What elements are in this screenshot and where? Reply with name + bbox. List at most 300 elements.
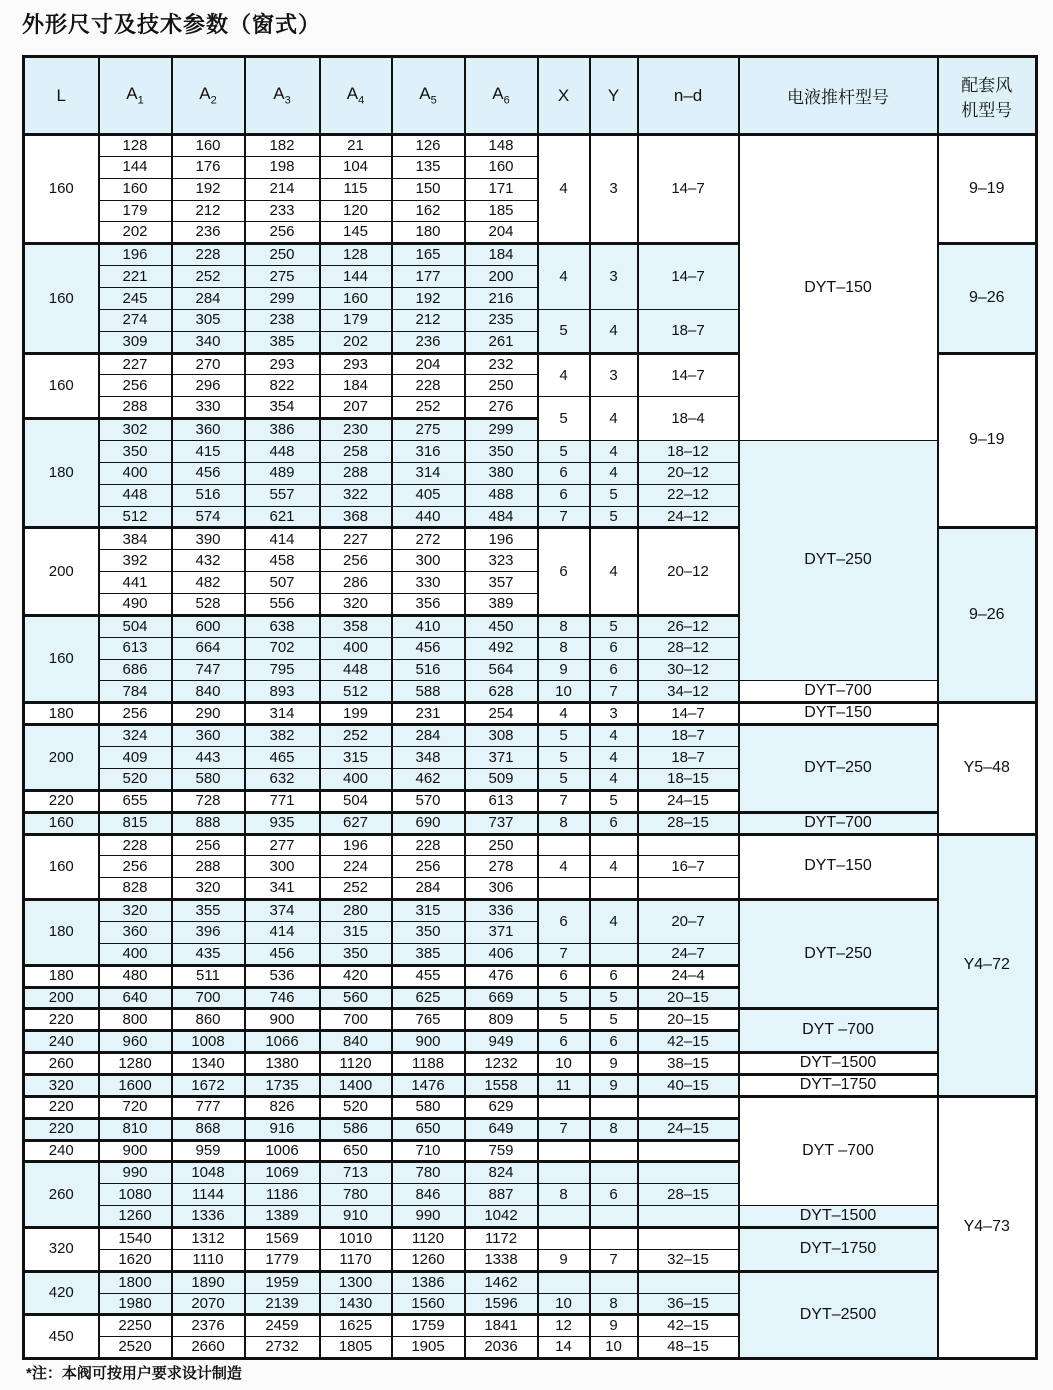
a5-cell: 780 xyxy=(392,1162,465,1184)
y-cell: 4 xyxy=(590,856,638,878)
a1-cell: 320 xyxy=(99,900,172,922)
l-cell: 160 xyxy=(24,244,99,353)
a4-cell: 196 xyxy=(320,834,392,856)
a5-cell: 650 xyxy=(392,1118,465,1140)
a4-cell: 1625 xyxy=(320,1315,392,1337)
table-body xyxy=(24,135,1037,1359)
y-cell xyxy=(590,1271,638,1293)
y-cell: 4 xyxy=(590,900,638,944)
a2-cell: 959 xyxy=(172,1140,245,1162)
a6-cell: 949 xyxy=(465,1031,538,1053)
a4-cell: 252 xyxy=(320,878,392,900)
a2-cell: 1340 xyxy=(172,1053,245,1075)
nd-cell: 18–12 xyxy=(638,441,739,463)
a6-cell: 357 xyxy=(465,572,538,594)
col-header-A1: $A_1$ xyxy=(99,57,172,135)
a3-cell: 1779 xyxy=(245,1249,320,1271)
nd-cell xyxy=(638,878,739,900)
a3-cell: 250 xyxy=(245,244,320,266)
x-cell: 6 xyxy=(538,1031,590,1053)
a4-cell: 780 xyxy=(320,1184,392,1206)
nd-cell xyxy=(638,1096,739,1118)
a3-cell: 1569 xyxy=(245,1227,320,1249)
y-cell: 5 xyxy=(590,790,638,812)
a5-cell: 455 xyxy=(392,965,465,987)
a4-cell: 322 xyxy=(320,484,392,506)
x-cell: 5 xyxy=(538,747,590,769)
nd-cell: 32–15 xyxy=(638,1249,739,1271)
a4-cell: 520 xyxy=(320,1096,392,1118)
x-cell: 14 xyxy=(538,1337,590,1359)
a6-cell: 160 xyxy=(465,156,538,178)
y-cell: 9 xyxy=(590,1315,638,1337)
a1-cell: 1540 xyxy=(99,1227,172,1249)
x-cell: 12 xyxy=(538,1315,590,1337)
a6-cell: 509 xyxy=(465,768,538,790)
a4-cell: 448 xyxy=(320,659,392,681)
a1-cell: 815 xyxy=(99,812,172,834)
a3-cell: 456 xyxy=(245,943,320,965)
a5-cell: 284 xyxy=(392,878,465,900)
a4-cell: 1300 xyxy=(320,1271,392,1293)
a6-cell: 200 xyxy=(465,266,538,288)
x-cell: 8 xyxy=(538,637,590,659)
a2-cell: 360 xyxy=(172,419,245,441)
nd-cell: 24–7 xyxy=(638,943,739,965)
a3-cell: 2732 xyxy=(245,1337,320,1359)
a3-cell: 275 xyxy=(245,266,320,288)
nd-cell: 18–7 xyxy=(638,309,739,353)
nd-cell: 24–15 xyxy=(638,1118,739,1140)
a5-cell: 228 xyxy=(392,375,465,397)
a5-cell: 1905 xyxy=(392,1337,465,1359)
a1-cell: 309 xyxy=(99,331,172,353)
nd-cell: 18–7 xyxy=(638,747,739,769)
a2-cell: 456 xyxy=(172,462,245,484)
a3-cell: 386 xyxy=(245,419,320,441)
a5-cell: 462 xyxy=(392,768,465,790)
a6-cell: 371 xyxy=(465,747,538,769)
a1-cell: 202 xyxy=(99,222,172,244)
a1-cell: 196 xyxy=(99,244,172,266)
a1-cell: 227 xyxy=(99,353,172,375)
a4-cell: 21 xyxy=(320,135,392,157)
l-cell: 320 xyxy=(24,1227,99,1271)
a4-cell: 179 xyxy=(320,309,392,331)
table-row xyxy=(24,1074,1037,1096)
a5-cell: 126 xyxy=(392,135,465,157)
table-row xyxy=(24,441,1037,463)
a2-cell: 390 xyxy=(172,528,245,550)
col-header-配套风机型号: 配套风 机型号 xyxy=(938,57,1037,135)
nd-cell: 26–12 xyxy=(638,615,739,637)
a5-cell: 625 xyxy=(392,987,465,1009)
actuator-model-cell: DYT–700 xyxy=(739,812,938,834)
a6-cell: 628 xyxy=(465,681,538,703)
a2-cell: 228 xyxy=(172,244,245,266)
a2-cell: 664 xyxy=(172,637,245,659)
a1-cell: 828 xyxy=(99,878,172,900)
table-row xyxy=(24,1227,1037,1249)
y-cell xyxy=(590,1227,638,1249)
a5-cell: 316 xyxy=(392,441,465,463)
y-cell: 4 xyxy=(590,768,638,790)
x-cell xyxy=(538,1227,590,1249)
nd-cell xyxy=(638,1140,739,1162)
a4-cell: 120 xyxy=(320,200,392,222)
x-cell: 10 xyxy=(538,1293,590,1315)
a5-cell: 330 xyxy=(392,572,465,594)
table-row xyxy=(24,703,1037,725)
a2-cell: 516 xyxy=(172,484,245,506)
x-cell: 5 xyxy=(538,1009,590,1031)
a3-cell: 621 xyxy=(245,506,320,528)
a3-cell: 300 xyxy=(245,856,320,878)
col-header-L: L xyxy=(24,57,99,135)
a5-cell: 204 xyxy=(392,353,465,375)
a2-cell: 1008 xyxy=(172,1031,245,1053)
a1-cell: 441 xyxy=(99,572,172,594)
a5-cell: 410 xyxy=(392,615,465,637)
a4-cell: 320 xyxy=(320,594,392,616)
a6-cell: 250 xyxy=(465,834,538,856)
a6-cell: 737 xyxy=(465,812,538,834)
a3-cell: 632 xyxy=(245,768,320,790)
a2-cell: 176 xyxy=(172,156,245,178)
col-header-A6: $A_6$ xyxy=(465,57,538,135)
a3-cell: 299 xyxy=(245,288,320,310)
a6-cell: 809 xyxy=(465,1009,538,1031)
a3-cell: 448 xyxy=(245,441,320,463)
x-cell: 7 xyxy=(538,790,590,812)
a2-cell: 192 xyxy=(172,178,245,200)
a3-cell: 1389 xyxy=(245,1206,320,1228)
a3-cell: 2139 xyxy=(245,1293,320,1315)
a6-cell: 759 xyxy=(465,1140,538,1162)
a5-cell: 1759 xyxy=(392,1315,465,1337)
col-header-A3: $A_3$ xyxy=(245,57,320,135)
a4-cell: 258 xyxy=(320,441,392,463)
a2-cell: 290 xyxy=(172,703,245,725)
nd-cell: 48–15 xyxy=(638,1337,739,1359)
a5-cell: 990 xyxy=(392,1206,465,1228)
a1-cell: 490 xyxy=(99,594,172,616)
a1-cell: 144 xyxy=(99,156,172,178)
a4-cell: 184 xyxy=(320,375,392,397)
nd-cell: 20–12 xyxy=(638,462,739,484)
actuator-model-cell: DYT–250 xyxy=(739,900,938,1009)
l-cell: 160 xyxy=(24,615,99,702)
nd-cell: 36–15 xyxy=(638,1293,739,1315)
actuator-model-cell: DYT–1500 xyxy=(739,1053,938,1075)
a4-cell: 288 xyxy=(320,462,392,484)
a6-cell: 306 xyxy=(465,878,538,900)
a6-cell: 450 xyxy=(465,615,538,637)
a6-cell: 148 xyxy=(465,135,538,157)
x-cell: 7 xyxy=(538,943,590,965)
y-cell: 4 xyxy=(590,747,638,769)
a1-cell: 228 xyxy=(99,834,172,856)
x-cell: 8 xyxy=(538,1184,590,1206)
nd-cell: 18–4 xyxy=(638,397,739,441)
x-cell: 7 xyxy=(538,506,590,528)
x-cell: 6 xyxy=(538,484,590,506)
col-header-A5: $A_5$ xyxy=(392,57,465,135)
a6-cell: 2036 xyxy=(465,1337,538,1359)
a6-cell: 488 xyxy=(465,484,538,506)
a6-cell: 1558 xyxy=(465,1074,538,1096)
a6-cell: 406 xyxy=(465,943,538,965)
y-cell: 8 xyxy=(590,1293,638,1315)
a5-cell: 314 xyxy=(392,462,465,484)
table-row xyxy=(24,1096,1037,1118)
a1-cell: 302 xyxy=(99,419,172,441)
a5-cell: 231 xyxy=(392,703,465,725)
a5-cell: 1120 xyxy=(392,1227,465,1249)
a3-cell: 1006 xyxy=(245,1140,320,1162)
table-row xyxy=(24,1206,1037,1228)
a1-cell: 480 xyxy=(99,965,172,987)
a2-cell: 160 xyxy=(172,135,245,157)
a4-cell: 1400 xyxy=(320,1074,392,1096)
a3-cell: 556 xyxy=(245,594,320,616)
a3-cell: 2459 xyxy=(245,1315,320,1337)
y-cell: 6 xyxy=(590,1031,638,1053)
a3-cell: 935 xyxy=(245,812,320,834)
a2-cell: 574 xyxy=(172,506,245,528)
a5-cell: 385 xyxy=(392,943,465,965)
y-cell: 6 xyxy=(590,659,638,681)
l-cell: 260 xyxy=(24,1162,99,1228)
x-cell: 4 xyxy=(538,353,590,397)
a3-cell: 182 xyxy=(245,135,320,157)
a2-cell: 868 xyxy=(172,1118,245,1140)
a2-cell: 432 xyxy=(172,550,245,572)
y-cell: 4 xyxy=(590,309,638,353)
a6-cell: 171 xyxy=(465,178,538,200)
a5-cell: 900 xyxy=(392,1031,465,1053)
y-cell: 3 xyxy=(590,703,638,725)
actuator-model-cell: DYT–1500 xyxy=(739,1206,938,1228)
a4-cell: 358 xyxy=(320,615,392,637)
a4-cell: 144 xyxy=(320,266,392,288)
a1-cell: 448 xyxy=(99,484,172,506)
table-header xyxy=(24,57,1037,135)
a1-cell: 1280 xyxy=(99,1053,172,1075)
table-row xyxy=(24,725,1037,747)
a3-cell: 465 xyxy=(245,747,320,769)
a4-cell: 115 xyxy=(320,178,392,200)
a1-cell: 1260 xyxy=(99,1206,172,1228)
table-row xyxy=(24,135,1037,157)
a6-cell: 669 xyxy=(465,987,538,1009)
a2-cell: 256 xyxy=(172,834,245,856)
l-cell: 160 xyxy=(24,353,99,419)
a1-cell: 1800 xyxy=(99,1271,172,1293)
y-cell: 6 xyxy=(590,812,638,834)
a3-cell: 900 xyxy=(245,1009,320,1031)
a1-cell: 245 xyxy=(99,288,172,310)
a3-cell: 1735 xyxy=(245,1074,320,1096)
a6-cell: 350 xyxy=(465,441,538,463)
y-cell: 6 xyxy=(590,965,638,987)
y-cell xyxy=(590,834,638,856)
a2-cell: 288 xyxy=(172,856,245,878)
fan-model-cell: 9–19 xyxy=(938,353,1037,528)
a2-cell: 296 xyxy=(172,375,245,397)
a4-cell: 627 xyxy=(320,812,392,834)
a6-cell: 216 xyxy=(465,288,538,310)
table-row xyxy=(24,1009,1037,1031)
a3-cell: 458 xyxy=(245,550,320,572)
y-cell: 5 xyxy=(590,484,638,506)
nd-cell xyxy=(638,834,739,856)
a4-cell: 713 xyxy=(320,1162,392,1184)
x-cell: 7 xyxy=(538,1118,590,1140)
nd-cell xyxy=(638,1206,739,1228)
y-cell: 9 xyxy=(590,1053,638,1075)
a1-cell: 274 xyxy=(99,309,172,331)
a5-cell: 570 xyxy=(392,790,465,812)
x-cell: 9 xyxy=(538,1249,590,1271)
actuator-model-cell: DYT–150 xyxy=(739,834,938,900)
a3-cell: 214 xyxy=(245,178,320,200)
a2-cell: 511 xyxy=(172,965,245,987)
a2-cell: 270 xyxy=(172,353,245,375)
a1-cell: 360 xyxy=(99,921,172,943)
l-cell: 220 xyxy=(24,1096,99,1118)
a3-cell: 233 xyxy=(245,200,320,222)
col-header-n-d: n–d xyxy=(638,57,739,135)
a5-cell: 180 xyxy=(392,222,465,244)
a1-cell: 686 xyxy=(99,659,172,681)
a2-cell: 580 xyxy=(172,768,245,790)
a6-cell: 613 xyxy=(465,790,538,812)
a3-cell: 374 xyxy=(245,900,320,922)
a6-cell: 1462 xyxy=(465,1271,538,1293)
y-cell: 3 xyxy=(590,135,638,244)
a1-cell: 400 xyxy=(99,943,172,965)
l-cell: 160 xyxy=(24,834,99,900)
a3-cell: 507 xyxy=(245,572,320,594)
a6-cell: 323 xyxy=(465,550,538,572)
y-cell: 4 xyxy=(590,528,638,615)
a5-cell: 588 xyxy=(392,681,465,703)
col-header-电液推杆型号: 电液推杆型号 xyxy=(739,57,938,135)
a2-cell: 305 xyxy=(172,309,245,331)
a4-cell: 420 xyxy=(320,965,392,987)
a1-cell: 350 xyxy=(99,441,172,463)
a5-cell: 177 xyxy=(392,266,465,288)
a1-cell: 409 xyxy=(99,747,172,769)
a3-cell: 795 xyxy=(245,659,320,681)
actuator-model-cell: DYT–150 xyxy=(739,703,938,725)
col-header-A2: $A_2$ xyxy=(172,57,245,135)
table-row xyxy=(24,812,1037,834)
y-cell: 5 xyxy=(590,506,638,528)
l-cell: 200 xyxy=(24,987,99,1009)
nd-cell: 24–15 xyxy=(638,790,739,812)
x-cell xyxy=(538,1096,590,1118)
x-cell: 8 xyxy=(538,812,590,834)
x-cell xyxy=(538,878,590,900)
a6-cell: 1232 xyxy=(465,1053,538,1075)
nd-cell: 18–7 xyxy=(638,725,739,747)
y-cell xyxy=(590,1162,638,1184)
y-cell: 5 xyxy=(590,615,638,637)
a1-cell: 900 xyxy=(99,1140,172,1162)
col-header-A4: $A_4$ xyxy=(320,57,392,135)
y-cell: 4 xyxy=(590,397,638,441)
y-cell: 3 xyxy=(590,353,638,397)
x-cell: 6 xyxy=(538,528,590,615)
table-row xyxy=(24,834,1037,856)
a2-cell: 888 xyxy=(172,812,245,834)
a4-cell: 910 xyxy=(320,1206,392,1228)
l-cell: 220 xyxy=(24,1118,99,1140)
nd-cell: 20–15 xyxy=(638,987,739,1009)
l-cell: 180 xyxy=(24,703,99,725)
y-cell: 8 xyxy=(590,1118,638,1140)
a2-cell: 777 xyxy=(172,1096,245,1118)
l-cell: 160 xyxy=(24,812,99,834)
l-cell: 450 xyxy=(24,1315,99,1359)
a5-cell: 165 xyxy=(392,244,465,266)
nd-cell xyxy=(638,1162,739,1184)
a3-cell: 385 xyxy=(245,331,320,353)
x-cell: 10 xyxy=(538,1053,590,1075)
a5-cell: 212 xyxy=(392,309,465,331)
a5-cell: 710 xyxy=(392,1140,465,1162)
a6-cell: 299 xyxy=(465,419,538,441)
a1-cell: 960 xyxy=(99,1031,172,1053)
a5-cell: 348 xyxy=(392,747,465,769)
actuator-model-cell: DYT–700 xyxy=(739,681,938,703)
a5-cell: 690 xyxy=(392,812,465,834)
a4-cell: 650 xyxy=(320,1140,392,1162)
a2-cell: 284 xyxy=(172,288,245,310)
a1-cell: 520 xyxy=(99,768,172,790)
a1-cell: 256 xyxy=(99,375,172,397)
actuator-model-cell: DYT–250 xyxy=(739,441,938,681)
a6-cell: 629 xyxy=(465,1096,538,1118)
x-cell xyxy=(538,1162,590,1184)
l-cell: 220 xyxy=(24,790,99,812)
a1-cell: 1080 xyxy=(99,1184,172,1206)
y-cell xyxy=(590,1096,638,1118)
a6-cell: 484 xyxy=(465,506,538,528)
x-cell: 4 xyxy=(538,244,590,310)
a5-cell: 135 xyxy=(392,156,465,178)
nd-cell xyxy=(638,1227,739,1249)
a4-cell: 207 xyxy=(320,397,392,419)
x-cell: 5 xyxy=(538,397,590,441)
y-cell: 6 xyxy=(590,637,638,659)
x-cell: 9 xyxy=(538,659,590,681)
nd-cell xyxy=(638,1271,739,1293)
y-cell: 4 xyxy=(590,441,638,463)
a2-cell: 340 xyxy=(172,331,245,353)
x-cell: 6 xyxy=(538,965,590,987)
nd-cell: 14–7 xyxy=(638,244,739,310)
nd-cell: 42–15 xyxy=(638,1315,739,1337)
y-cell: 5 xyxy=(590,987,638,1009)
a5-cell: 765 xyxy=(392,1009,465,1031)
actuator-model-cell: DYT–250 xyxy=(739,725,938,812)
a6-cell: 1841 xyxy=(465,1315,538,1337)
a6-cell: 1596 xyxy=(465,1293,538,1315)
a6-cell: 336 xyxy=(465,900,538,922)
